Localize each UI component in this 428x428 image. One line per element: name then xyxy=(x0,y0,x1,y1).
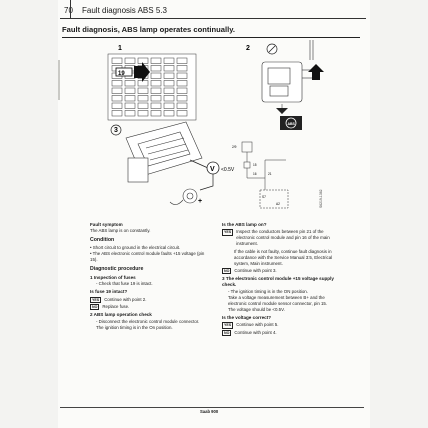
step-2-heading: 2 ABS lamp operation check xyxy=(90,312,152,318)
question-3: Is the voltage correct? xyxy=(222,315,272,321)
yes-badge: YES xyxy=(224,323,232,328)
fuse-slot xyxy=(125,111,135,117)
fuse-19-label: 19 xyxy=(118,71,125,77)
fuse-slot xyxy=(138,103,148,109)
fuse-box xyxy=(108,54,196,120)
q1-yes-row xyxy=(90,297,208,303)
fuse-slot xyxy=(138,58,148,64)
q3-no-text: Continue with point 4. xyxy=(234,329,277,335)
arrow-down-icon xyxy=(276,108,288,114)
question-2: Is the ABS lamp on? xyxy=(222,222,267,227)
page-number: 70 xyxy=(64,6,73,15)
schematic-label-3: 16 xyxy=(253,172,257,176)
schematic-label-5: S7 xyxy=(262,195,266,199)
yes-badge: YES xyxy=(224,230,232,235)
fuse-slot xyxy=(138,81,148,87)
fuse-slot xyxy=(151,111,161,117)
fuse-slot xyxy=(151,58,161,64)
q2-yes-text-b: If the cable is not faulty, continue fault diagnosis in accordance with the Service Manual 3:5, Electrical system, Main instrument. xyxy=(234,248,333,266)
step-2-text-2: The ignition timing is in the On position. xyxy=(96,324,173,330)
fuse-slot xyxy=(164,81,174,87)
step-3-text-2: Take a voltage measurement between B+ and the electronic control module sensor connector, pin 15. xyxy=(228,294,328,306)
left-column xyxy=(90,220,208,331)
fuse-slot xyxy=(177,73,187,79)
control-module-connector xyxy=(126,122,202,182)
fuse-slot xyxy=(112,81,122,87)
page-header xyxy=(60,4,366,18)
fuse-slot xyxy=(125,88,135,94)
fuse-slot xyxy=(164,58,174,64)
page-headline: Fault diagnosis, ABS lamp operates continually. xyxy=(62,25,235,34)
question-1: Is fuse 19 intact? xyxy=(90,289,128,295)
fuse-slot xyxy=(151,88,161,94)
step-1-text: - Check that fuse 19 is intact. xyxy=(96,281,153,287)
q3-yes-text: Continue with point 5. xyxy=(236,322,279,328)
fuse-slot xyxy=(151,66,161,72)
schematic-label-4: 21 xyxy=(268,172,272,176)
fault-symptom-heading: Fault symptom xyxy=(90,222,123,227)
right-column xyxy=(222,220,342,337)
fuse-slot xyxy=(164,111,174,117)
fuse-slot xyxy=(177,96,187,102)
schematic-label-1: 2/9 xyxy=(232,145,237,149)
meter-reading: <0.5V xyxy=(221,167,235,173)
fault-symptom-text: The ABS lamp is on constantly. xyxy=(90,228,151,234)
step-3-heading: 3 The electronic control module +15 voltage supply check. xyxy=(222,276,334,288)
fuse-slot xyxy=(177,66,187,72)
schematic-label-2: 15 xyxy=(253,163,257,167)
fuse-slot xyxy=(164,103,174,109)
footer-brand: Saab 900 xyxy=(200,409,219,414)
schematic-label-6: A2 xyxy=(276,202,280,206)
fuse-slot xyxy=(138,111,148,117)
battery-clamp xyxy=(170,189,197,205)
headline-rule xyxy=(62,37,360,38)
fuse-slot xyxy=(151,73,161,79)
fuse-slot xyxy=(177,58,187,64)
no-badge: NO xyxy=(224,268,230,273)
svg-text:ABS: ABS xyxy=(287,122,295,126)
fuse-slot xyxy=(177,111,187,117)
callout-1: 1 xyxy=(118,45,122,52)
fuse-slot xyxy=(125,58,135,64)
diagnostic-illustration xyxy=(90,40,328,216)
yes-badge: YES xyxy=(92,297,100,302)
fuse-slot xyxy=(164,73,174,79)
plus-sign: + xyxy=(198,198,203,205)
step-2-text-1: - Disconnect the electronic control module connector. xyxy=(96,318,200,324)
fuse-slot xyxy=(138,88,148,94)
step-1-heading: 1 Inspection of fuses xyxy=(90,274,136,280)
header-title: Fault diagnosis ABS 5.3 xyxy=(82,6,167,15)
q2-yes-text: Inspect the conductors between pin 21 of the electronic control module and pin 16 of the main instrument. xyxy=(236,229,330,247)
fuse-slot xyxy=(112,58,122,64)
fuse-slot xyxy=(112,111,122,117)
procedure-heading: Diagnostic procedure xyxy=(90,265,144,272)
fuse-slot xyxy=(177,88,187,94)
fuse-slot xyxy=(125,81,135,87)
fuse-slot xyxy=(177,81,187,87)
q1-yes-text: Continue with point 2. xyxy=(104,296,147,302)
probe-wire xyxy=(190,160,208,168)
header-rule xyxy=(60,18,366,19)
q2-no-text: Continue with point 3. xyxy=(234,267,277,273)
condition-heading: Condition xyxy=(90,237,115,244)
q2-no-row xyxy=(222,268,342,274)
q3-no-row xyxy=(222,330,342,336)
callout-3: 3 xyxy=(114,127,118,134)
fuse-slot xyxy=(125,103,135,109)
no-badge: NO xyxy=(92,305,98,310)
fuse-slot xyxy=(151,96,161,102)
q3-yes-row xyxy=(222,322,342,328)
header-divider xyxy=(70,0,71,18)
q1-no-text: Replace fuse. xyxy=(102,304,130,310)
fuse-slot xyxy=(112,88,122,94)
fuse-slot xyxy=(164,88,174,94)
figure-code: S6219-1362 xyxy=(319,189,323,208)
fuse-slot xyxy=(138,96,148,102)
fuse-slot xyxy=(125,96,135,102)
svg-text:V: V xyxy=(210,166,215,173)
q1-no-row xyxy=(90,304,208,310)
fuse-slot xyxy=(112,96,122,102)
callout-2: 2 xyxy=(246,45,250,52)
step-3-text-1: - The ignition timing is in the ON position. xyxy=(228,288,308,294)
condition-item-2: • The ABS electronic control module faults +15 voltage (pin 15). xyxy=(90,250,205,262)
no-badge: NO xyxy=(224,330,230,335)
fuse-slot xyxy=(151,103,161,109)
condition-item-1: • Short circuit to ground in the electrical circuit. xyxy=(90,244,181,250)
fuse-slot xyxy=(164,66,174,72)
fuse-slot xyxy=(164,96,174,102)
footer-rule xyxy=(60,407,364,408)
q2-yes-row xyxy=(222,229,342,247)
binding-edge xyxy=(58,60,60,100)
fuse-slot xyxy=(112,103,122,109)
fuse-slot xyxy=(151,81,161,87)
fuse-slot xyxy=(177,103,187,109)
arrow-up-icon xyxy=(308,64,324,80)
step-3-text-3: The voltage should be <0.5V. xyxy=(228,307,285,312)
